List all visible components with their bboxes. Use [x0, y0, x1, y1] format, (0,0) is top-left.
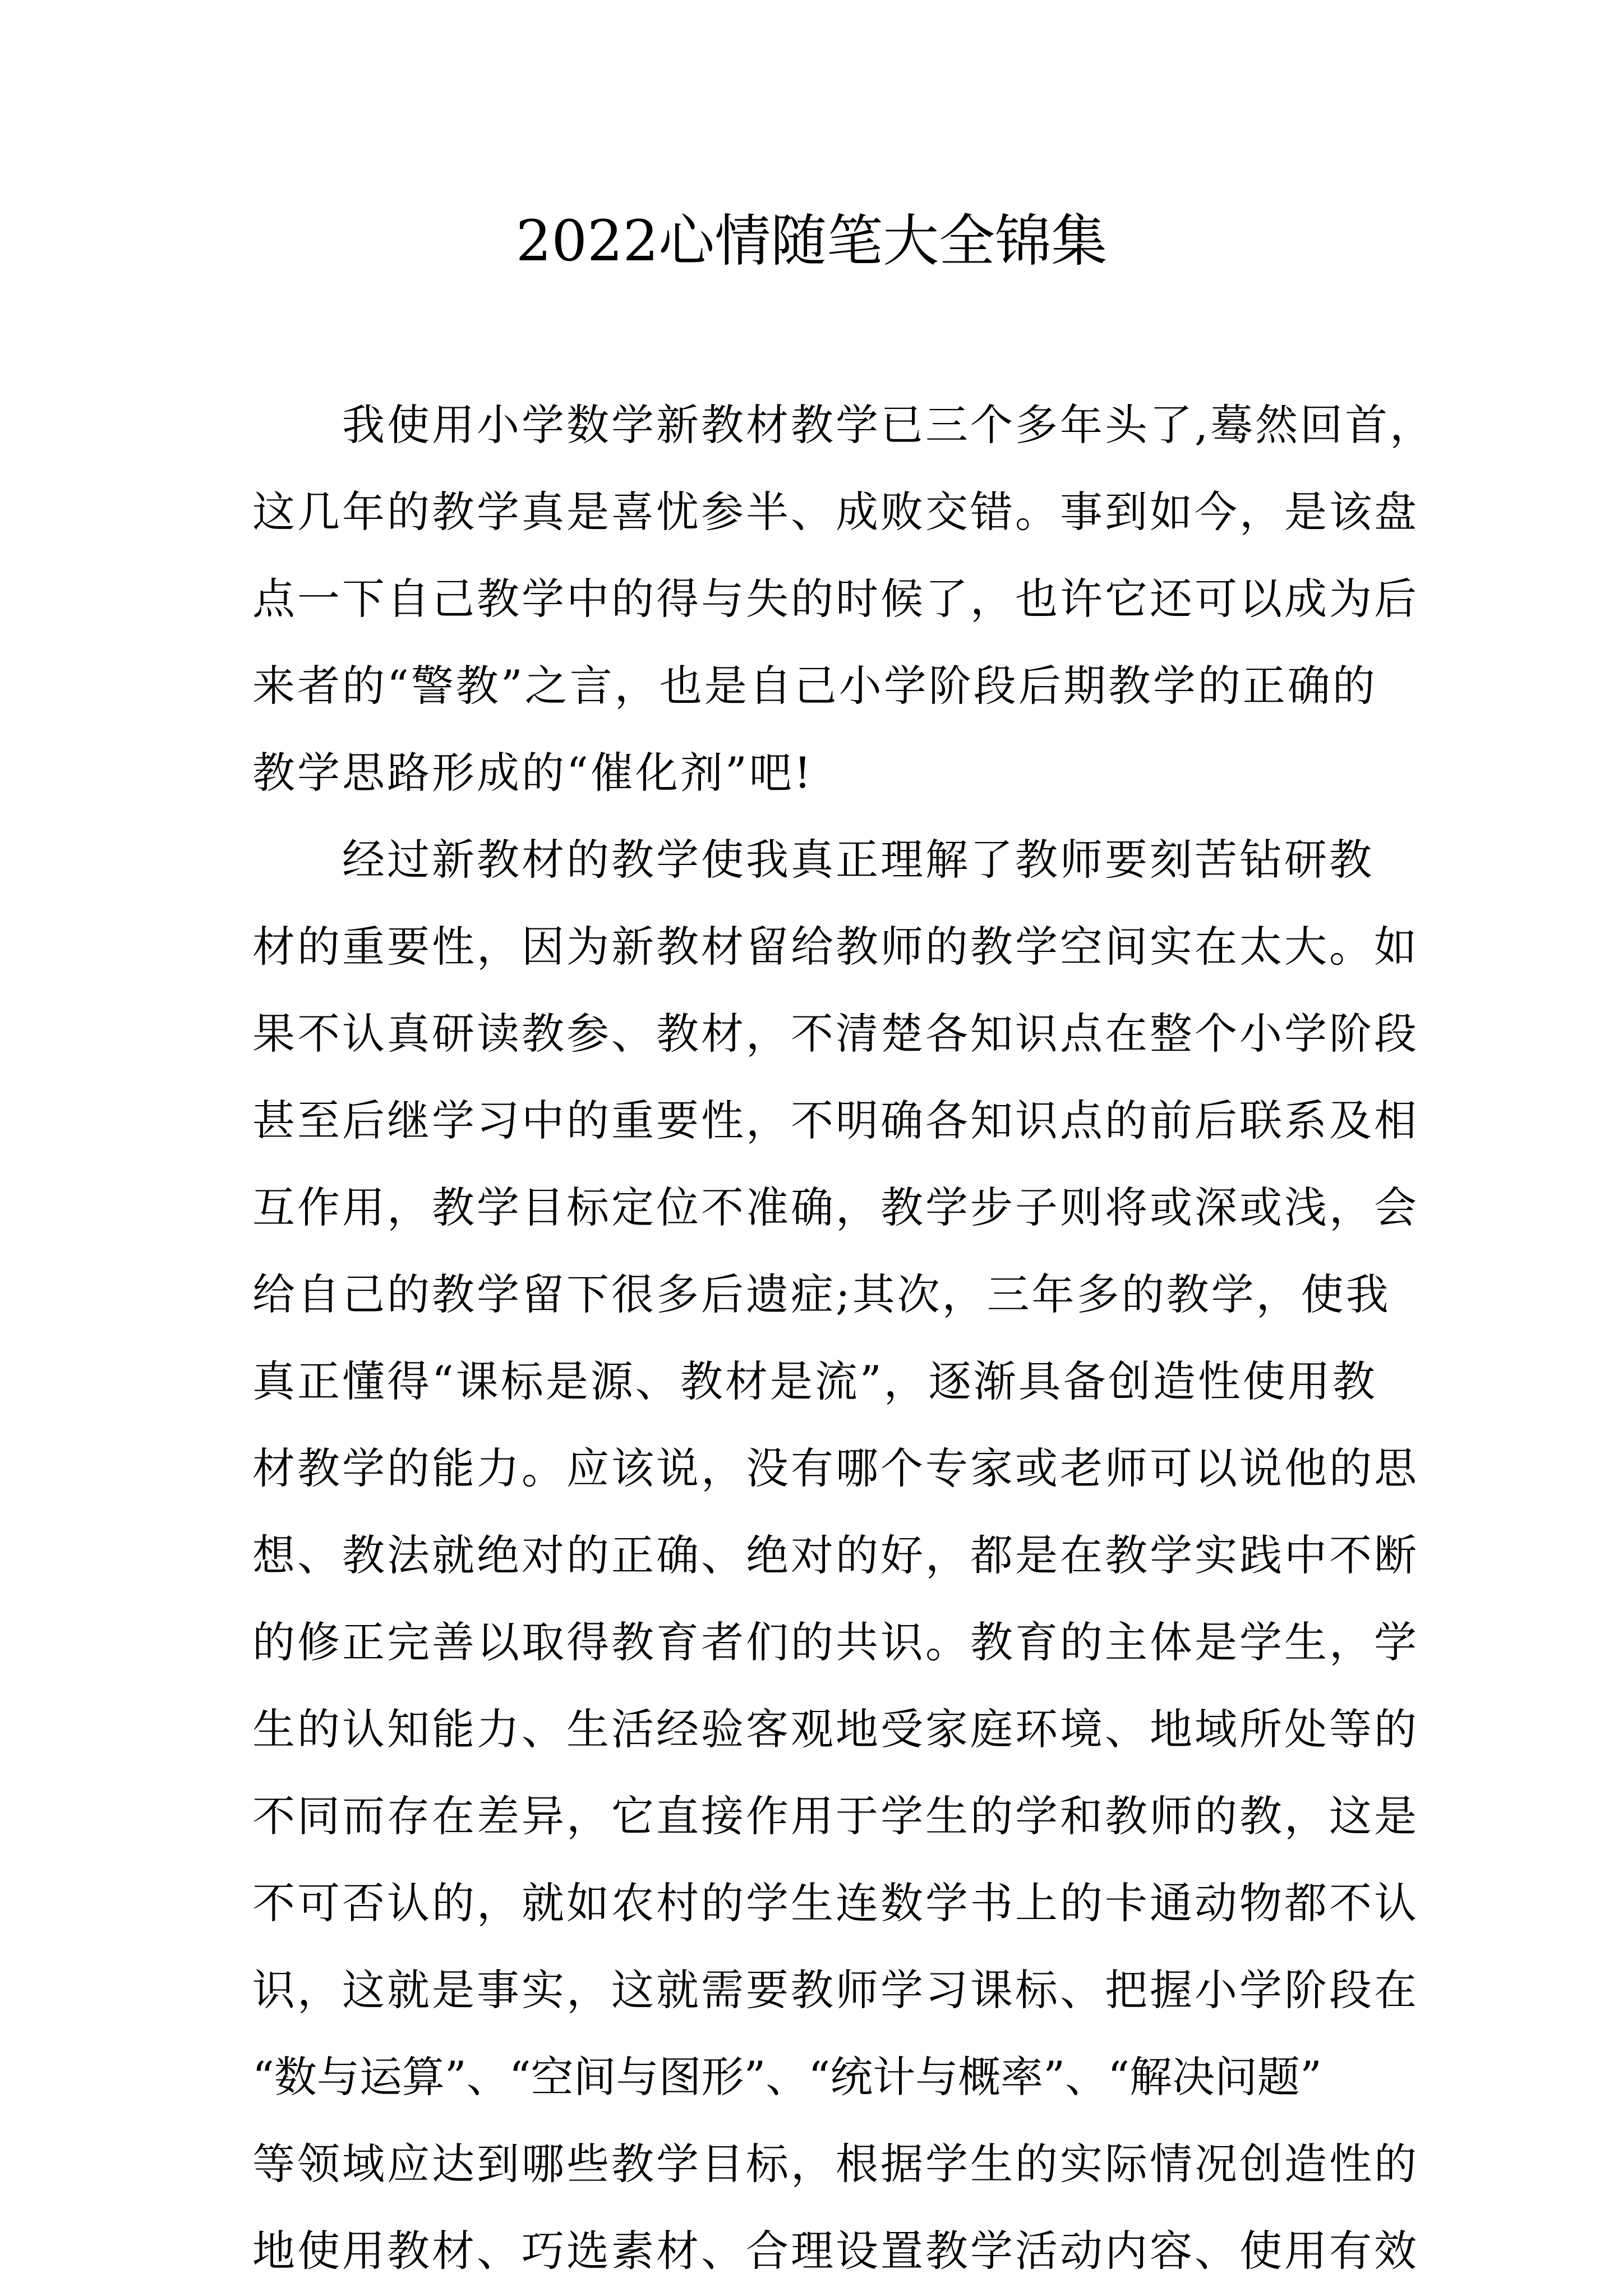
paragraph-2-line-13: 不可否认的，就如农村的学生连数学书上的卡通动物都不认: [252, 1878, 1419, 1928]
paragraph-2-line-2: 材的重要性，因为新教材留给教师的教学空间实在太大。如: [252, 922, 1419, 972]
paragraph-2-line-16: 等领域应达到哪些教学目标，根据学生的实际情况创造性的: [252, 2139, 1419, 2189]
paragraph-2-line-17: 地使用教材、巧选素材、合理设置教学活动内容、使用有效: [252, 2226, 1419, 2276]
paragraph-2-line-14: 识，这就是事实，这就需要教师学习课标、把握小学阶段在: [252, 1965, 1419, 2015]
paragraph-2-line-1: 经过新教材的教学使我真正理解了教师要刻苦钻研教: [342, 835, 1374, 885]
paragraph-2-line-5: 互作用，教学目标定位不准确，教学步子则将或深或浅，会: [252, 1182, 1419, 1232]
paragraph-1-line-3: 点一下自己教学中的得与失的时候了，也许它还可以成为后: [252, 574, 1419, 624]
paragraph-1-line-4: 来者的“警教”之言，也是自己小学阶段后期教学的正确的: [252, 661, 1377, 711]
paragraph-2-line-10: 的修正完善以取得教育者们的共识。教育的主体是学生，学: [252, 1617, 1419, 1667]
paragraph-2-line-7: 真正懂得“课标是源、教材是流”，逐渐具备创造性使用教: [252, 1356, 1377, 1406]
paragraph-2-line-8: 材教学的能力。应该说，没有哪个专家或老师可以说他的思: [252, 1443, 1419, 1493]
paragraph-2-line-11: 生的认知能力、生活经验客观地受家庭环境、地域所处等的: [252, 1704, 1419, 1754]
paragraph-2-line-4: 甚至后继学习中的重要性，不明确各知识点的前后联系及相: [252, 1096, 1419, 1145]
paragraph-2-line-15: “数与运算”、“空间与图形”、“统计与概率”、“解决问题”: [252, 2052, 1322, 2102]
paragraph-2-line-3: 果不认真研读教参、教材，不清楚各知识点在整个小学阶段: [252, 1009, 1419, 1059]
document-title: 2022心情随笔大全锦集: [515, 208, 1108, 274]
paragraph-2-line-9: 想、教法就绝对的正确、绝对的好，都是在教学实践中不断: [252, 1530, 1419, 1580]
paragraph-1-line-1: 我使用小学数学新教材教学已三个多年头了,蓦然回首，: [342, 400, 1435, 450]
paragraph-1-line-5: 教学思路形成的“催化剂”吧!: [252, 748, 814, 798]
paragraph-2-line-12: 不同而存在差异，它直接作用于学生的学和教师的教，这是: [252, 1791, 1419, 1841]
paragraph-1-line-2: 这几年的教学真是喜忧参半、成败交错。事到如今，是该盘: [252, 487, 1419, 537]
document-body: [252, 381, 1435, 2294]
paragraph-2-line-6: 给自己的教学留下很多后遗症;其次，三年多的教学，使我: [252, 1269, 1391, 1319]
